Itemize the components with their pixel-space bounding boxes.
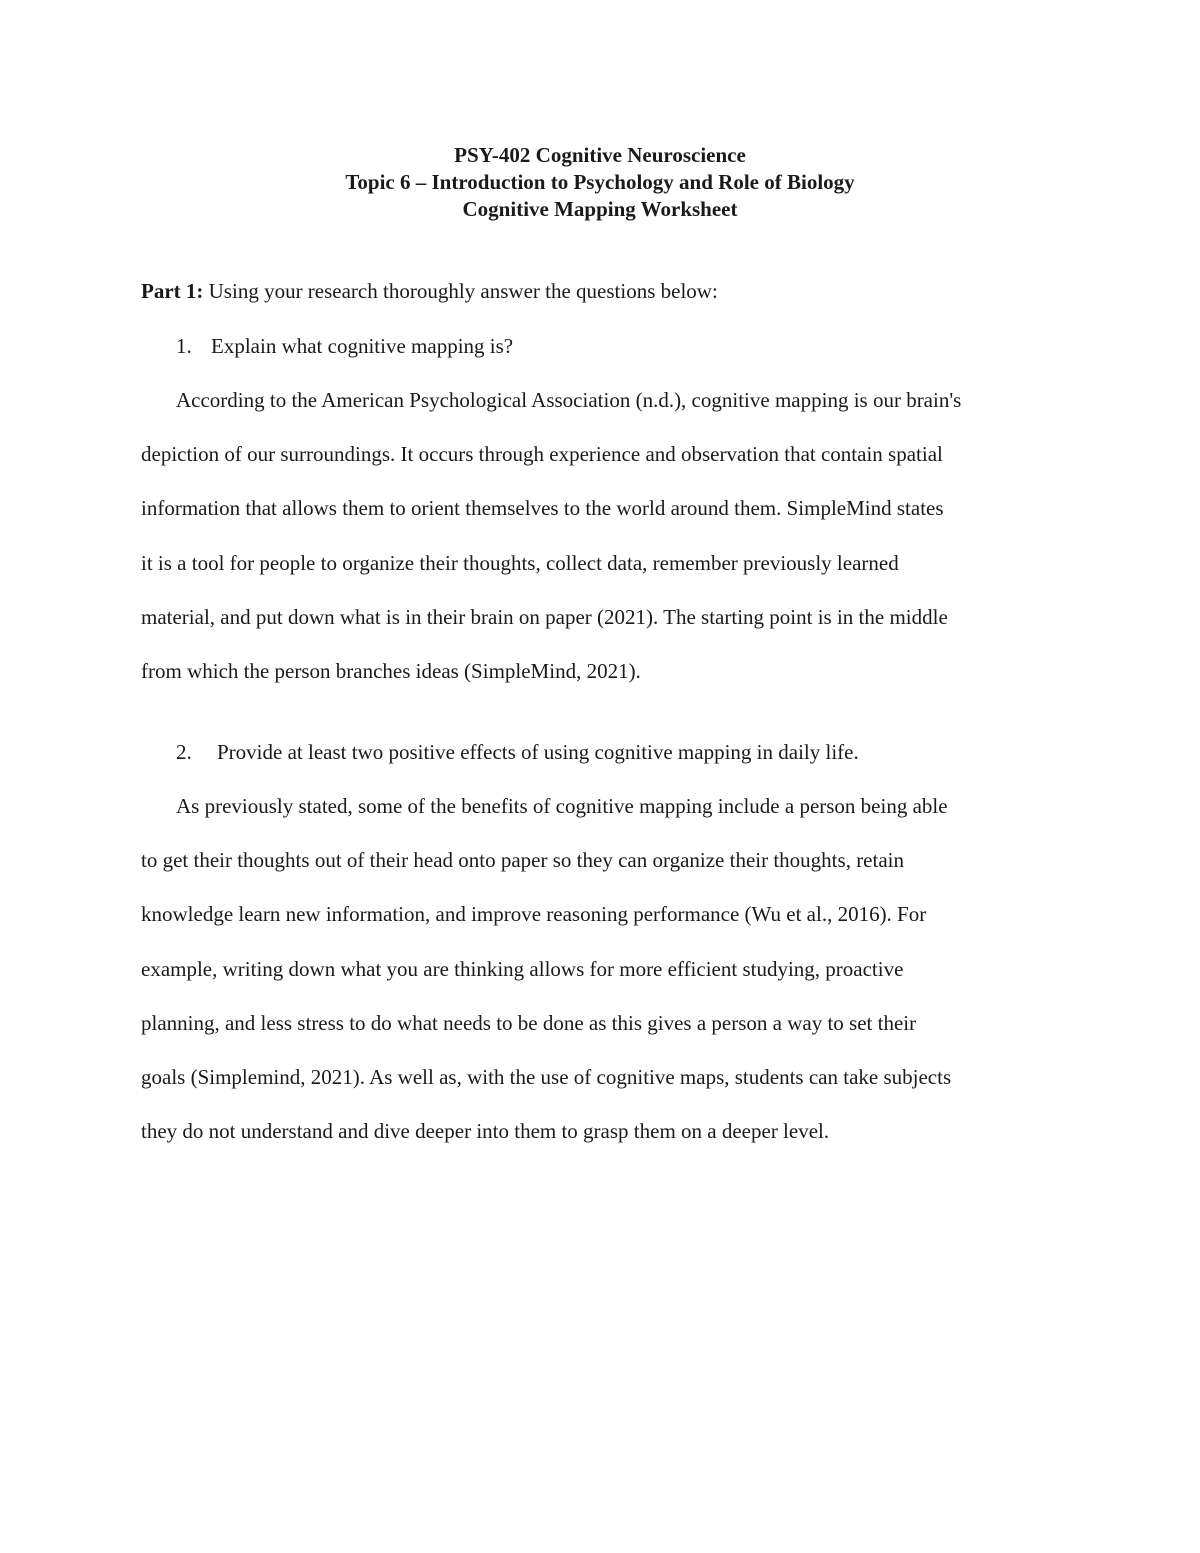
part-instruction bbox=[141, 278, 718, 305]
answer-line: information that allows them to orient themselves to the world around them. SimpleMind states bbox=[141, 496, 944, 521]
answer-line: they do not understand and dive deeper into them to grasp them on a deeper level. bbox=[141, 1119, 830, 1144]
worksheet-title: Cognitive Mapping Worksheet bbox=[462, 197, 738, 221]
course-title: PSY-402 Cognitive Neuroscience bbox=[454, 143, 746, 167]
answer-line: to get their thoughts out of their head onto paper so they can organize their thoughts, retain bbox=[141, 848, 904, 873]
topic-title: Topic 6 – Introduction to Psychology and Role of Biology bbox=[345, 170, 855, 194]
question-2 bbox=[176, 739, 859, 766]
answer-line: from which the person branches ideas (SimpleMind, 2021). bbox=[141, 659, 641, 684]
part-instruction-text: Using your research thoroughly answer the questions below: bbox=[203, 279, 718, 303]
answer-line: knowledge learn new information, and improve reasoning performance (Wu et al., 2016). For bbox=[141, 902, 927, 927]
answer-line: material, and put down what is in their brain on paper (2021). The starting point is in the middle bbox=[141, 604, 948, 629]
answer-line: planning, and less stress to do what needs to be done as this gives a person a way to set their bbox=[141, 1010, 917, 1035]
answer-2 bbox=[141, 779, 1071, 1158]
answer-line: example, writing down what you are thinking allows for more efficient studying, proactive bbox=[141, 956, 904, 981]
question-text: Explain what cognitive mapping is? bbox=[211, 334, 514, 358]
question-number: 1. bbox=[176, 334, 192, 358]
question-text: Provide at least two positive effects of using cognitive mapping in daily life. bbox=[217, 740, 859, 764]
answer-line: depiction of our surroundings. It occurs through experience and observation that contain spatial bbox=[141, 442, 943, 467]
answer-1 bbox=[141, 373, 1071, 698]
answer-line: As previously stated, some of the benefits of cognitive mapping include a person being able bbox=[176, 794, 948, 818]
answer-line: According to the American Psychological Association (n.d.), cognitive mapping is our brain's bbox=[176, 388, 962, 412]
answer-line: it is a tool for people to organize their thoughts, collect data, remember previously learned bbox=[141, 550, 899, 575]
document-title-block bbox=[0, 142, 1200, 223]
part-label: Part 1: bbox=[141, 279, 204, 303]
question-number: 2. bbox=[176, 740, 192, 764]
answer-line: goals (Simplemind, 2021). As well as, with the use of cognitive maps, students can take subjects bbox=[141, 1065, 952, 1090]
question-1 bbox=[176, 333, 513, 360]
